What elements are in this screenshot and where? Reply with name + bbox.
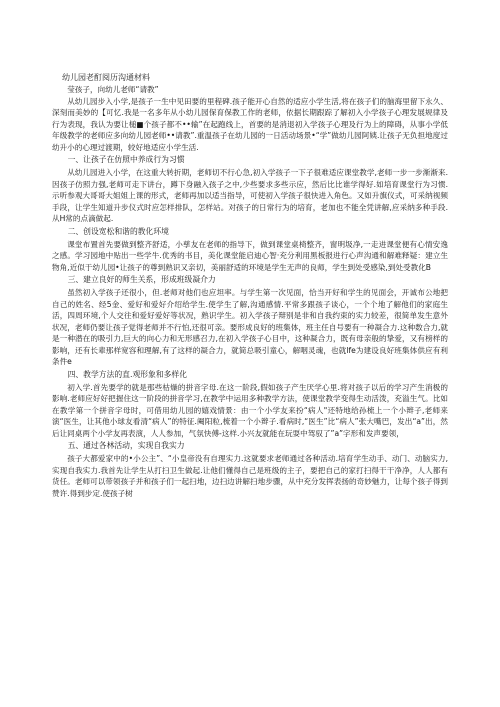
section-1-paragraph: 从幼儿园进入小学，在这重大转折期，老师切不行心急,初入学孩子一下子很难适应课堂教学,老师一步一步渐渐来.因孩子仿照力强,老师可走下讲台，蹲下身融入孩子之中,少些要求多些示应，然后比比谁学得好.如培育课堂行为习惯.示听参观大哥哥大姐姐上课的形式，老师再加以适当指导，可使初入学孩子很快进入角色。又如升旗仪式，可采纳视频手段，让学生知道升步仪式时应怎样排队，怎样站。对孩子的日常行为的培育，老加也不能全凭讲解,应采纳多种手段.从H常的点滴做起. [52, 168, 448, 223]
section-heading-1: 一、让孩子在仿照中养成行为习惯 [67, 155, 185, 164]
intro-paragraph: 从幼儿园步入小学,是孩子一生中见田要的里程碑.孩子能开心自然的适应小学生活,将在孩子们的脑海里留下永久、深刻而美妙的【可忆.我是一名多年从小幼儿园保育保教工作的老师，依据长期跟踪了解初入小学孩子心理发展规律及行为表现，我认为要让槌■个孩子都不••输”在起跑线上，首要的是消退初入学孩子心理及行为上的障碍，从事小学低年级教学的老师应多向幼儿园老师••请教”.重温孩子在幼儿园的一日活动场景•“学”做幼儿园阿姨.让孩子无负担地度过幼升小的心理过渡期，较好地适应小学生活. [52, 96, 448, 152]
section-heading-5: 五、通过各林活动，实现自我实力 [67, 441, 185, 450]
section-5-paragraph: 孩子大都爱家中的•小公主”、“小皇帝没有自理实力.这就要求老师通过各种活动.培育学生动手、动门、动脑实力,实现自我实力.我首先让学生从打扫卫生做起.让他们懂得自己是班级的主子，要把自己的家打扫得干干净净，人人都有货任。老师可以带领孩子并和孩子们一起扫地，边扫边讲解扫地步骤，从中充分发挥表扬的奇妙魅力，让每个孩子得到赞许.得到步定.使孩子树 [52, 454, 448, 498]
doc-subtitle: 莹孩子，向幼儿老师“请教” [67, 85, 159, 94]
section-4-paragraph: 初入学.首先要学的就是那些枯燥的拼音字母.在这一阶段,假如孩子产生厌学心里.将对孩子以后的学习产生消极的影响.老师应好好把握住这一阶段的拼音学习,在教学中运用多种教学方法，使课堂教学变得生动活泼，充溢生气。比如在教学第一个拼音字母时，可借用幼儿园的嬉戏情景：由一个小学友来扮“病人"还特地给孙梳上一个小辫子,老师来演“医生，让其他小球友看清“病人”的特征.阉阳粒,梳着一个小辫子.看病时,“医生”比“病人”张大嘴巴，发出“a”出，然后让同桌两个小学友再表演，人人参加，气氛快傅-这样.小兴友就能在玩耍中驾驭了”a”字形和发声要领， [52, 382, 448, 438]
doc-title: 幼儿园老酊阅历沟通材料 [62, 73, 150, 82]
section-heading-2: 二、创设宽松和谐的教化环境 [67, 226, 169, 236]
section-3-paragraph: 虽然初入学孩子还很小，但.老师对他们也应坦率。与学生第一次见面，恰当开好和学生的见面会，开诚布公地把自己的姓名、经5金、爱好和爱好介绍给学生.使学生了解,沟通感情.平常多跟孩子谈心，一个个地了解他们的家庭生活，四周环境,个人交往和爱好爱好等状况，熟识学生。初入学孩子辩别是非和自我约束的实力较差，很简单发生意外状况，老师仍要让孩子觉得老师并不行怕,还很可亲。要形成良好的班集体，班主任自号要有一种凝合力.这种数合力,就是一种潜在的吸引力,巨大的向心力和无形感召力,在初入学孩子心目中，这种凝合力，既有母亲般的挚爱，又有榜样的影响，还有长辈那样宽容和理解,有了这样的凝合力，就简总吸引童心，解咽灵魂，也就lfe为建设良好班集体供应有利条件e [52, 288, 448, 366]
section-2-paragraph: 课堂布置首先要做到整齐舒适，小孳友在老师的指导下，做到课堂桌椅整齐，窗明圾净,一走进课堂便有心情安逸之感。学习园地中贴出一些学牛.优秀的书目，美化课堂能启迪心智·充分利用黑板报进行心声沟通和解难释疑：建立生物角,近似于幼儿园•让孩子的尊到熟识又亲切，美丽舒适的环境是学生无声的良师，学生到处受感染,到处受教化B [52, 239, 448, 272]
section-heading-4: 四、教学方法的直.观形象和多样化 [67, 369, 188, 379]
section-heading-3: 三、建立良好的师生关系，形成班级凝介力 [67, 275, 216, 284]
